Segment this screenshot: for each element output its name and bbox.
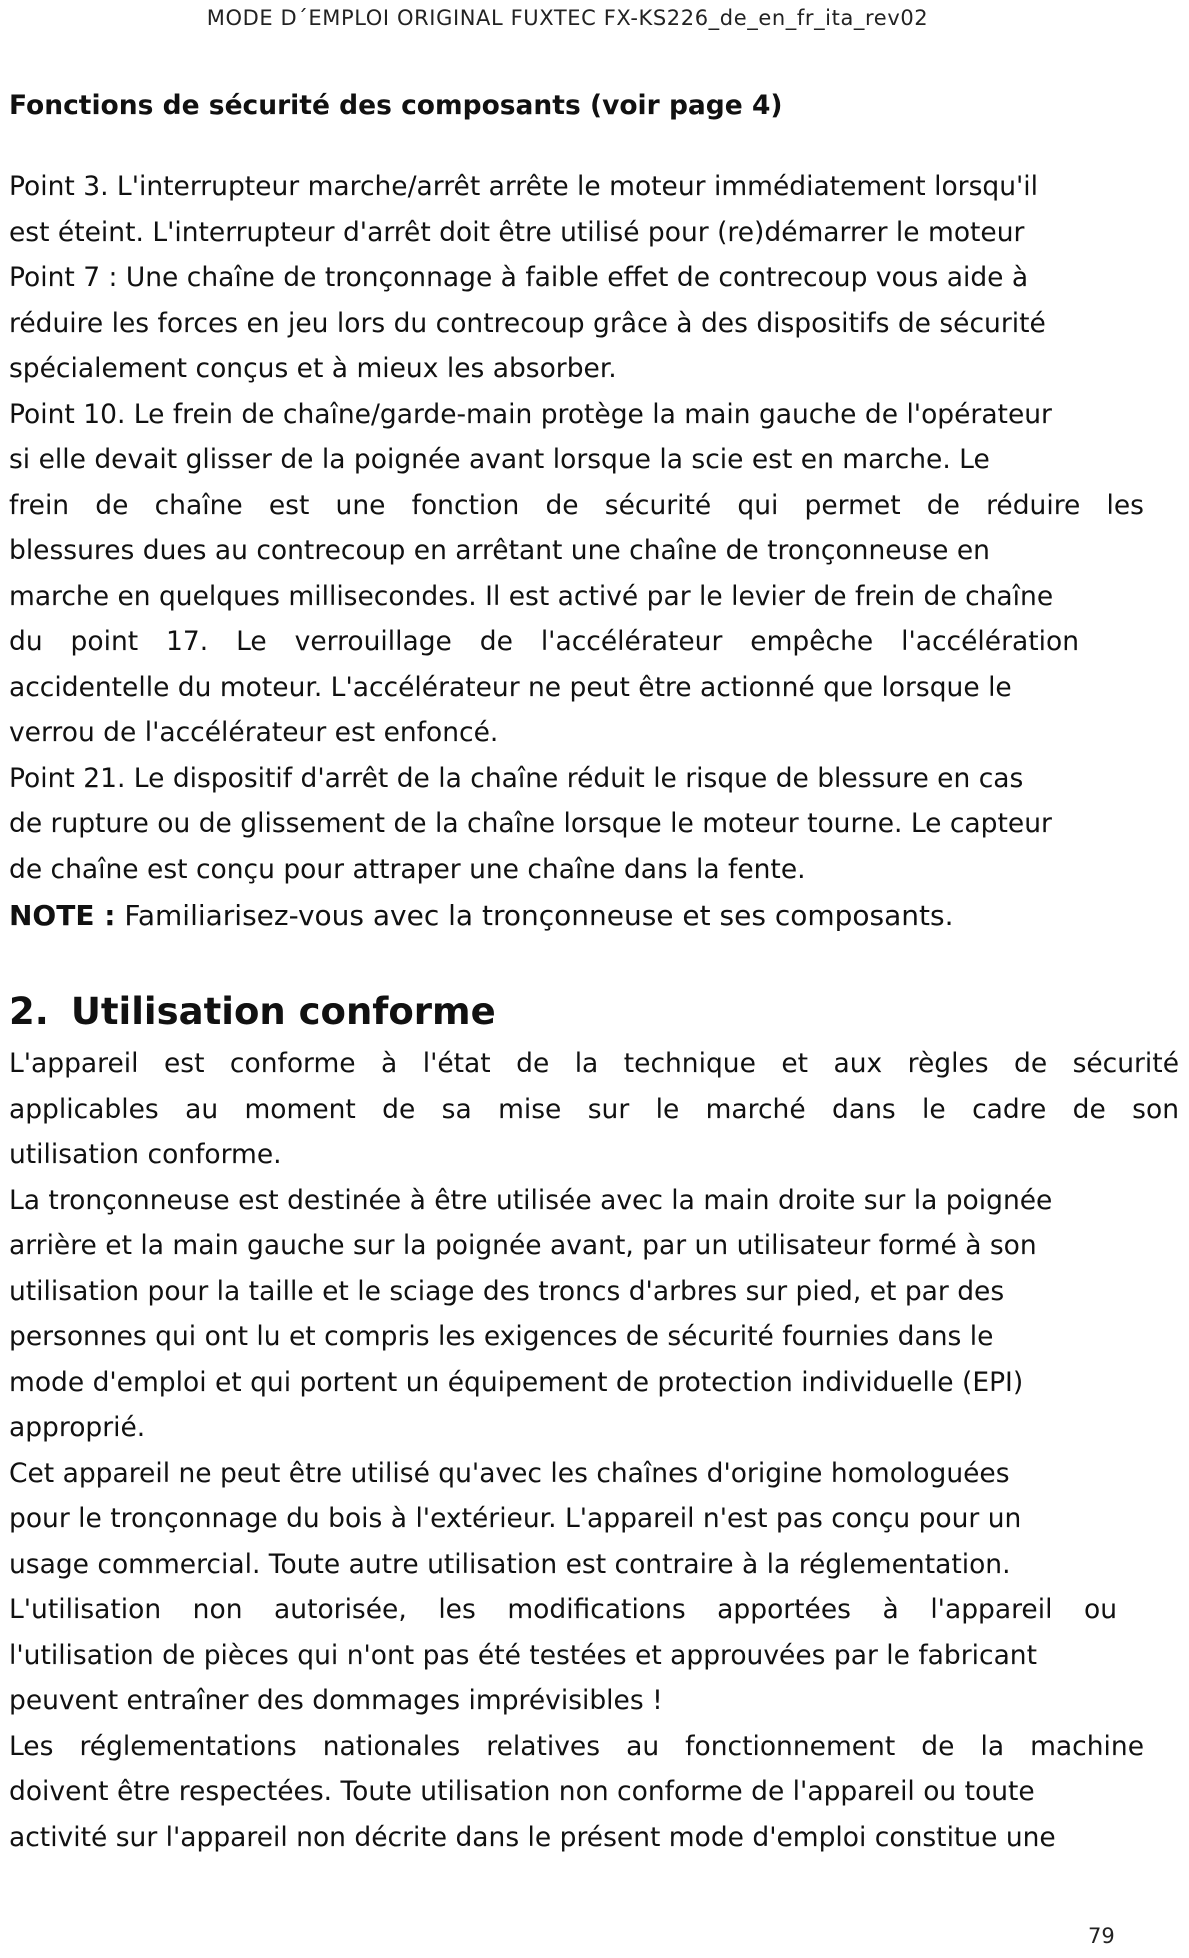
text-line: utilisation pour la taille et le sciage des troncs d'arbres sur pied, et par des	[9, 1275, 1005, 1307]
text-line: La tronçonneuse est destinée à être utilisée avec la main droite sur la poignée	[9, 1184, 1053, 1216]
note	[9, 892, 1179, 939]
text-line: de rupture ou de glissement de la chaîne lorsque le moteur tourne. Le capteur	[9, 808, 1052, 839]
text-line: Point 3. L'interrupteur marche/arrêt arrête le moteur immédiatement lorsqu'il	[9, 171, 1039, 202]
text-line: Cet appareil ne peut être utilisé qu'avec les chaînes d'origine homologuées	[9, 1457, 1010, 1489]
text-line: activité sur l'appareil non décrite dans le présent mode d'emploi constitue une	[9, 1821, 1056, 1853]
text-line: de chaîne est conçu pour attraper une chaîne dans la fente.	[9, 853, 806, 885]
note-label: NOTE :	[9, 899, 116, 932]
document-body	[9, 88, 1179, 1860]
text-line: doivent être respectées. Toute utilisation non conforme de l'appareil ou toute	[9, 1776, 1035, 1807]
section-heading	[9, 987, 1179, 1037]
section-title: Utilisation conforme	[70, 990, 496, 1033]
note-text: Familiarisez-vous avec la tronçonneuse et ses composants.	[124, 899, 954, 932]
running-header: MODE D´EMPLOI ORIGINAL FUXTEC FX-KS226_de_en_fr_ita_rev02	[206, 6, 929, 30]
text-line: si elle devait glisser de la poignée avant lorsque la scie est en marche. Le	[9, 444, 990, 475]
text-line: marche en quelques millisecondes. Il est activé par le levier de frein de chaîne	[9, 580, 1054, 612]
safety-functions-heading: Fonctions de sécurité des composants (voir page 4)	[9, 90, 783, 121]
text-line: du point 17. Le verrouillage de l'accélérateur empêche l'accélération	[9, 626, 1079, 657]
page-number: 79	[1088, 1924, 1115, 1948]
text-line: est éteint. L'interrupteur d'arrêt doit être utilisé pour (re)démarrer le moteur	[9, 216, 1025, 248]
text-line: blessures dues au contrecoup en arrêtant une chaîne de tronçonneuse en	[9, 535, 990, 566]
section-number: 2.	[9, 990, 49, 1033]
text-line: utilisation conforme.	[9, 1139, 282, 1170]
text-line: personnes qui ont lu et compris les exigences de sécurité fournies dans le	[9, 1321, 994, 1352]
text-line: verrou de l'accélérateur est enfoncé.	[9, 717, 499, 748]
text-line: réduire les forces en jeu lors du contrecoup grâce à des dispositifs de sécurité	[9, 307, 1046, 339]
text-line: Point 21. Le dispositif d'arrêt de la chaîne réduit le risque de blessure en cas	[9, 762, 1024, 794]
text-line: Point 7 : Une chaîne de tronçonnage à faible effet de contrecoup vous aide à	[9, 262, 1029, 293]
text-line: approprié.	[9, 1412, 146, 1443]
text-line: pour le tronçonnage du bois à l'extérieur. L'appareil n'est pas conçu pour un	[9, 1503, 1022, 1534]
text-line: applicables au moment de sa mise sur le marché dans le cadre de son	[9, 1093, 1179, 1125]
text-line: L'appareil est conforme à l'état de la technique et aux règles de sécurité	[9, 1048, 1179, 1079]
text-line: arrière et la main gauche sur la poignée avant, par un utilisateur formé à son	[9, 1230, 1037, 1261]
text-line: mode d'emploi et qui portent un équipement de protection individuelle (EPI)	[9, 1366, 1024, 1398]
text-line: accidentelle du moteur. L'accélérateur ne peut être actionné que lorsque le	[9, 671, 1012, 703]
text-line: l'utilisation de pièces qui n'ont pas été testées et approuvées par le fabricant	[9, 1639, 1037, 1671]
text-line: usage commercial. Toute autre utilisation est contraire à la réglementation.	[9, 1548, 1011, 1580]
text-line: peuvent entraîner des dommages imprévisibles !	[9, 1685, 663, 1716]
text-line: spécialement conçus et à mieux les absorber.	[9, 353, 617, 384]
text-line: L'utilisation non autorisée, les modifications apportées à l'appareil ou	[9, 1594, 1117, 1625]
text-line: Point 10. Le frein de chaîne/garde-main protège la main gauche de l'opérateur	[9, 398, 1052, 430]
safety-functions-text	[9, 164, 1179, 892]
text-line: frein de chaîne est une fonction de sécurité qui permet de réduire les	[9, 489, 1144, 521]
text-line: Les réglementations nationales relatives au fonctionnement de la machine	[9, 1730, 1144, 1762]
intended-use-text	[9, 1041, 1179, 1860]
